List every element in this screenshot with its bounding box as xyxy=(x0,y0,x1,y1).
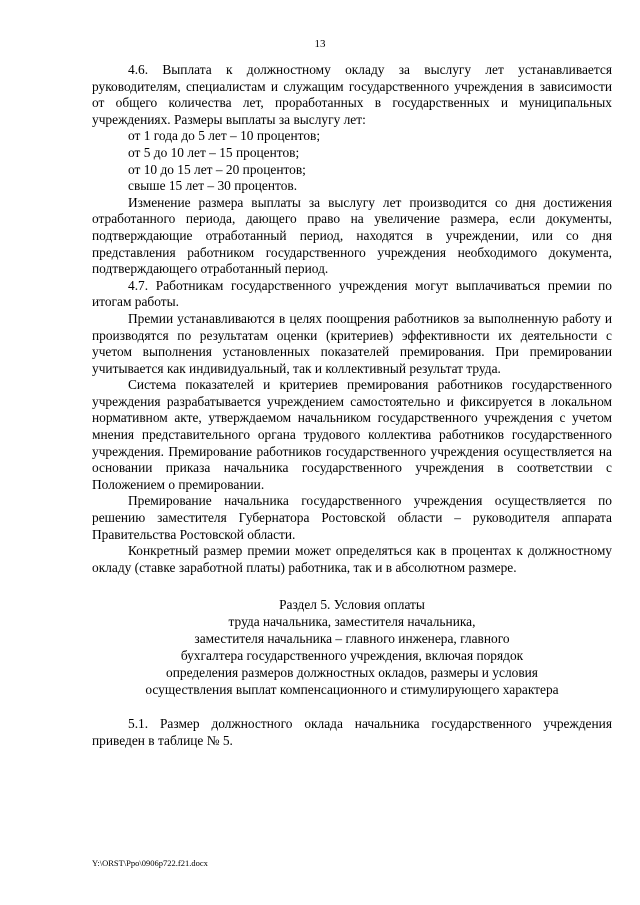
footer-file-path: Y:\ORST\Ppo\0906p722.f21.docx xyxy=(92,858,208,868)
seniority-item-2: от 5 до 10 лет – 15 процентов; xyxy=(128,144,300,160)
paragraph-system: Система показателей и критериев премирования работников государственного учреждения разрабатывается учреждением самостоятельно и фиксируется в локальном нормативном акте, утверждаемом начальником государственного учреждения с учетом мнения представительного органа трудового коллектива работников государственного учреждения. Премирование работников государственного учреждения осуществляется на основании приказа начальника государственного учреждения в соответствии с Положением о премировании. xyxy=(92,377,612,492)
section-5-title xyxy=(92,596,612,698)
paragraph-change: Изменение размера выплаты за выслугу лет производится со дня достижения отработанного периода, дающего право на увеличение размера, если документы, подтверждающие отработанный период, находятся в учреждении, или со дня представления работником государственного учреждения необходимого документа, подтверждающего отработанный период. xyxy=(92,194,612,277)
paragraph-bonus-purpose: Премии устанавливаются в целях поощрения работников за выполненную работу и производятся по результатам оценки (критериев) эффективности их деятельности с учетом выполнения установленных показателей премирования. При премировании учитывается как индивидуальный, так и коллективный результат труда. xyxy=(92,310,612,376)
paragraph-4-7: 4.7. Работникам государственного учреждения могут выплачиваться премии по итогам работы. xyxy=(92,277,612,310)
section-title-line-3: заместителя начальника – главного инженера, главного xyxy=(194,631,510,647)
section-title-line-4: бухгалтера государственного учреждения, включая порядок xyxy=(180,648,524,664)
paragraph-5-1: 5.1. Размер должностного оклада начальника государственного учреждения приведен в таблице № 5. xyxy=(92,716,612,748)
section-title-line-1: Раздел 5. Условия оплаты xyxy=(279,597,425,613)
seniority-item-3: от 10 до 15 лет – 20 процентов; xyxy=(128,161,306,177)
paragraph-amount: Конкретный размер премии может определяться как в процентах к должностному окладу (ставке заработной платы) работника, так и в абсолютном размере. xyxy=(92,543,612,575)
page-number: 13 xyxy=(314,38,326,50)
paragraph-head-bonus: Премирование начальника государственного учреждения осуществляется по решению заместителя Губернатора Ростовской области – руководителя аппарата Правительства Ростовской области. xyxy=(92,493,612,542)
section-title-line-6: осуществления выплат компенсационного и стимулирующего характера xyxy=(145,682,559,698)
seniority-item-4: свыше 15 лет – 30 процентов. xyxy=(128,178,298,194)
section-title-line-2: труда начальника, заместителя начальника, xyxy=(228,614,476,630)
document-body xyxy=(92,62,612,750)
paragraph-4-6: 4.6. Выплата к должностному окладу за выслугу лет устанавливается руководителям, специалистам и служащим государственного учреждения в зависимости от общего количества лет, проработанных в государственных и муниципальных учреждениях. Размеры выплаты за выслугу лет: xyxy=(92,62,612,127)
section-title-line-5: определения размеров должностных окладов, размеры и условия xyxy=(166,665,538,681)
spacer xyxy=(92,698,612,716)
seniority-item-1: от 1 года до 5 лет – 10 процентов; xyxy=(128,128,321,144)
